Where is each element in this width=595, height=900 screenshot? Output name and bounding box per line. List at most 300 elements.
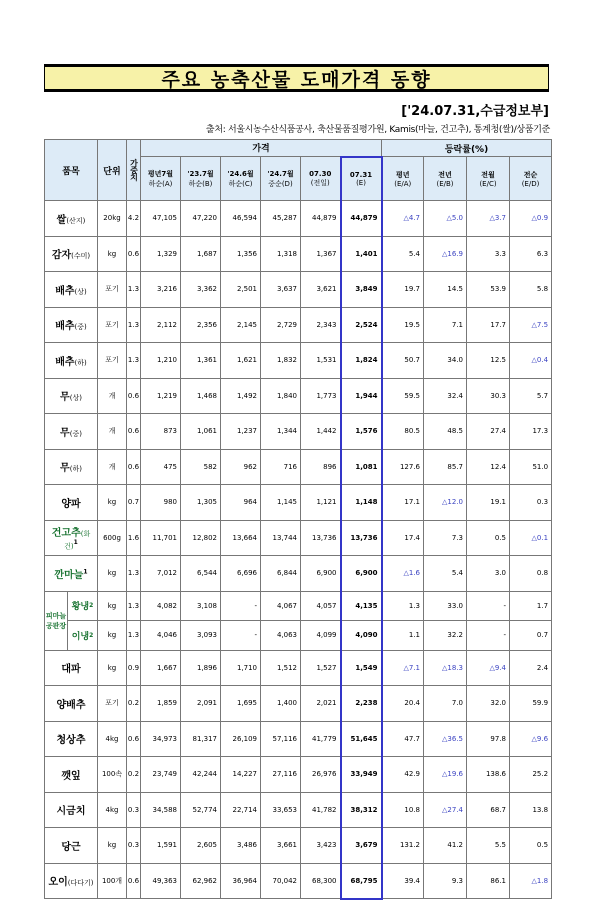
change-cell: 32.4 xyxy=(424,378,467,414)
price-cell: 14,227 xyxy=(221,757,261,793)
price-cell: 1,356 xyxy=(221,236,261,272)
price-cell: 2,343 xyxy=(301,307,341,343)
report-title-box xyxy=(44,64,549,92)
price-cell: 49,363 xyxy=(141,863,181,899)
table-row xyxy=(45,520,552,556)
header-price-col xyxy=(341,157,382,201)
price-cell: 1,305 xyxy=(181,485,221,521)
change-cell: △0.9 xyxy=(510,201,552,237)
current-price-cell: 44,879 xyxy=(341,201,382,237)
price-cell: 11,701 xyxy=(141,520,181,556)
header-col-line2: (전일) xyxy=(310,178,330,187)
change-cell: 19.7 xyxy=(382,272,424,308)
unit-cell: kg xyxy=(98,828,127,864)
table-row xyxy=(45,621,552,651)
price-cell: 3,486 xyxy=(221,828,261,864)
item-name-cell xyxy=(45,556,98,592)
change-cell: 1.7 xyxy=(510,591,552,621)
change-cell: 138.6 xyxy=(467,757,510,793)
change-cell: 27.4 xyxy=(467,414,510,450)
change-cell: 7.0 xyxy=(424,686,467,722)
item-name-cell xyxy=(45,828,98,864)
price-cell: 6,900 xyxy=(301,556,341,592)
change-cell: 34.0 xyxy=(424,343,467,379)
weight-cell: 0.6 xyxy=(127,863,141,899)
price-cell: 2,729 xyxy=(261,307,301,343)
price-cell: 1,710 xyxy=(221,650,261,686)
change-cell: 7.3 xyxy=(424,520,467,556)
header-price-col xyxy=(301,157,341,201)
price-cell: 980 xyxy=(141,485,181,521)
weight-cell: 0.6 xyxy=(127,721,141,757)
table-row xyxy=(45,591,552,621)
current-price-cell: 3,679 xyxy=(341,828,382,864)
item-name-cell xyxy=(45,792,98,828)
price-cell: 3,108 xyxy=(181,591,221,621)
price-cell: 1,361 xyxy=(181,343,221,379)
pimanul-item-1: 황냉 2 xyxy=(68,592,97,622)
table-row xyxy=(45,236,552,272)
item-name-cell xyxy=(45,378,98,414)
header-col-line1: '24.6월 xyxy=(227,169,254,178)
table-row xyxy=(45,272,552,308)
footnote-mark: 1 xyxy=(83,568,88,576)
price-cell: 1,061 xyxy=(181,414,221,450)
current-price-cell: 3,849 xyxy=(341,272,382,308)
weight-cell: 1.6 xyxy=(127,520,141,556)
current-price-cell: 6,900 xyxy=(341,556,382,592)
weight-cell: 0.7 xyxy=(127,485,141,521)
current-price-cell: 68,795 xyxy=(341,863,382,899)
current-price-cell: 51,645 xyxy=(341,721,382,757)
price-cell: 12,802 xyxy=(181,520,221,556)
item-name-cell xyxy=(45,201,98,237)
table-row xyxy=(45,721,552,757)
price-cell: 34,588 xyxy=(141,792,181,828)
price-cell: 45,287 xyxy=(261,201,301,237)
report-date: ['24.07.31,수급정보부] xyxy=(401,104,549,119)
pimanul-item-2: 이냉 2 xyxy=(71,631,94,642)
table-row xyxy=(45,650,552,686)
unit-cell: kg xyxy=(98,236,127,272)
current-price-cell: 1,549 xyxy=(341,650,382,686)
price-cell: 4,046 xyxy=(141,621,181,651)
weight-cell: 1.3 xyxy=(127,272,141,308)
price-cell: 1,219 xyxy=(141,378,181,414)
weight-cell: 1.3 xyxy=(127,307,141,343)
price-cell: 2,605 xyxy=(181,828,221,864)
header-col-line2: 하순(A) xyxy=(148,179,173,188)
unit-cell: 포기 xyxy=(98,272,127,308)
item-name: 배추 xyxy=(55,321,75,333)
header-col-line1: 07.31 xyxy=(349,170,373,179)
table-row xyxy=(45,828,552,864)
report-title: 주요 농축산물 도매가격 동향 xyxy=(161,68,432,91)
item-name: 당근 xyxy=(61,841,81,853)
item-spec: (하) xyxy=(69,465,82,474)
change-cell: 48.5 xyxy=(424,414,467,450)
item-name: 배추 xyxy=(55,356,75,368)
item-name-cell xyxy=(45,236,98,272)
weight-cell: 0.6 xyxy=(127,414,141,450)
item-name: 시금치 xyxy=(56,806,86,818)
item-name-cell xyxy=(45,757,98,793)
current-price-cell: 1,944 xyxy=(341,378,382,414)
price-cell: 1,687 xyxy=(181,236,221,272)
change-cell: 19.1 xyxy=(467,485,510,521)
header-col-line1: 전순 xyxy=(523,170,538,179)
change-cell: 50.7 xyxy=(382,343,424,379)
price-cell: 13,664 xyxy=(221,520,261,556)
item-spec: (다다기) xyxy=(67,879,94,888)
change-cell: 19.5 xyxy=(382,307,424,343)
price-cell: 3,362 xyxy=(181,272,221,308)
price-cell: 47,220 xyxy=(181,201,221,237)
header-ratio-col xyxy=(510,157,552,201)
price-cell: 1,442 xyxy=(301,414,341,450)
header-col-line1: 전월 xyxy=(481,170,495,179)
current-price-cell: 2,238 xyxy=(341,686,382,722)
item-name: 무 xyxy=(60,427,70,439)
change-cell: 17.3 xyxy=(510,414,552,450)
header-ratio-col xyxy=(467,157,510,201)
change-cell: 32.2 xyxy=(424,621,467,651)
header-price-col xyxy=(221,157,261,201)
current-price-cell: 1,081 xyxy=(341,449,382,485)
price-cell: 896 xyxy=(301,449,341,485)
table-row xyxy=(45,485,552,521)
item-name: 깐마늘 xyxy=(54,569,84,581)
table-row xyxy=(45,307,552,343)
change-cell: - xyxy=(467,621,510,651)
change-cell: 39.4 xyxy=(382,863,424,899)
item-spec: (수미) xyxy=(71,252,91,261)
change-cell: 17.7 xyxy=(467,307,510,343)
weight-cell: 0.6 xyxy=(127,236,141,272)
price-cell: - xyxy=(221,591,261,621)
change-cell: △27.4 xyxy=(424,792,467,828)
header-col-line2: (E/A) xyxy=(394,179,412,188)
price-cell: 1,621 xyxy=(221,343,261,379)
weight-cell: 0.3 xyxy=(127,828,141,864)
price-cell: 1,527 xyxy=(301,650,341,686)
price-cell: 6,544 xyxy=(181,556,221,592)
price-cell: 1,210 xyxy=(141,343,181,379)
unit-cell: 개 xyxy=(98,449,127,485)
change-cell: △0.1 xyxy=(510,520,552,556)
header-ratio-col xyxy=(382,157,424,201)
pimanul-item-cell xyxy=(45,591,98,650)
change-cell: 17.4 xyxy=(382,520,424,556)
change-cell: △12.0 xyxy=(424,485,467,521)
footnote-mark: 1 xyxy=(73,539,78,547)
change-cell: 12.5 xyxy=(467,343,510,379)
item-spec: (상) xyxy=(74,287,87,296)
change-cell: 0.5 xyxy=(467,520,510,556)
price-cell: 41,782 xyxy=(301,792,341,828)
change-cell: 3.0 xyxy=(467,556,510,592)
table-row xyxy=(45,792,552,828)
price-cell: 41,779 xyxy=(301,721,341,757)
item-name-cell xyxy=(45,520,98,556)
unit-cell: 100개 xyxy=(98,863,127,899)
header-col-line1: 평년 xyxy=(396,170,410,179)
change-cell: 86.1 xyxy=(467,863,510,899)
price-cell: 475 xyxy=(141,449,181,485)
change-cell: 68.7 xyxy=(467,792,510,828)
change-cell: 17.1 xyxy=(382,485,424,521)
price-cell: 4,099 xyxy=(301,621,341,651)
weight-cell: 0.6 xyxy=(127,378,141,414)
change-cell: 12.4 xyxy=(467,449,510,485)
item-name: 건고추 xyxy=(51,528,81,540)
change-cell: △3.7 xyxy=(467,201,510,237)
change-cell: 0.7 xyxy=(510,621,552,651)
header-col-line2: 중순(D) xyxy=(268,179,293,188)
change-cell: 33.0 xyxy=(424,591,467,621)
change-cell: 1.1 xyxy=(382,621,424,651)
price-cell: 2,021 xyxy=(301,686,341,722)
price-cell: 3,093 xyxy=(181,621,221,651)
item-name: 쌀 xyxy=(56,214,67,226)
item-spec: (화건) xyxy=(64,530,91,551)
change-cell: 5.4 xyxy=(424,556,467,592)
change-cell: △36.5 xyxy=(424,721,467,757)
price-cell: 4,082 xyxy=(141,591,181,621)
item-name: 무 xyxy=(60,463,70,475)
change-cell: △19.6 xyxy=(424,757,467,793)
price-cell: 36,964 xyxy=(221,863,261,899)
table-row xyxy=(45,378,552,414)
table-row xyxy=(45,556,552,592)
price-cell: 1,318 xyxy=(261,236,301,272)
unit-cell: 포기 xyxy=(98,307,127,343)
price-cell: 26,109 xyxy=(221,721,261,757)
header-ratio-col xyxy=(424,157,467,201)
item-name: 감자 xyxy=(51,250,72,262)
header-col-line1: '23.7월 xyxy=(187,169,214,178)
change-cell: △7.1 xyxy=(382,650,424,686)
price-cell: 4,067 xyxy=(261,591,301,621)
change-cell: 5.8 xyxy=(510,272,552,308)
change-cell: △7.5 xyxy=(510,307,552,343)
price-cell: 6,696 xyxy=(221,556,261,592)
unit-cell: 4kg xyxy=(98,792,127,828)
change-cell: 1.3 xyxy=(382,591,424,621)
change-cell: 0.3 xyxy=(510,485,552,521)
price-cell: 962 xyxy=(221,449,261,485)
price-cell: 81,317 xyxy=(181,721,221,757)
header-col-line2: 하순(C) xyxy=(228,179,253,188)
change-cell: - xyxy=(467,591,510,621)
change-cell: 5.4 xyxy=(382,236,424,272)
header-col-line1: 07.30 xyxy=(309,169,332,178)
change-cell: 14.5 xyxy=(424,272,467,308)
price-cell: 6,844 xyxy=(261,556,301,592)
item-name: 무 xyxy=(60,392,70,404)
header-change: 등락률(%) xyxy=(382,140,552,157)
price-cell: 2,145 xyxy=(221,307,261,343)
header-price-col xyxy=(141,157,181,201)
table-row xyxy=(45,863,552,899)
change-cell: 10.8 xyxy=(382,792,424,828)
weight-cell: 1.3 xyxy=(127,591,141,621)
weight-cell: 1.3 xyxy=(127,556,141,592)
price-cell: 1,896 xyxy=(181,650,221,686)
item-name: 청상추 xyxy=(56,735,86,747)
price-cell: 1,531 xyxy=(301,343,341,379)
price-cell: 1,492 xyxy=(221,378,261,414)
price-cell: 13,736 xyxy=(301,520,341,556)
price-cell: - xyxy=(221,621,261,651)
price-cell: 1,344 xyxy=(261,414,301,450)
price-cell: 68,300 xyxy=(301,863,341,899)
change-cell: 85.7 xyxy=(424,449,467,485)
table-header xyxy=(45,140,552,201)
table-row xyxy=(45,686,552,722)
unit-cell: 포기 xyxy=(98,686,127,722)
price-cell: 2,112 xyxy=(141,307,181,343)
change-cell: 0.8 xyxy=(510,556,552,592)
price-cell: 13,744 xyxy=(261,520,301,556)
price-cell: 7,012 xyxy=(141,556,181,592)
price-cell: 1,145 xyxy=(261,485,301,521)
change-cell: △18.3 xyxy=(424,650,467,686)
change-cell: 131.2 xyxy=(382,828,424,864)
group-label: 피마늘 공판장 xyxy=(45,592,68,650)
unit-cell: kg xyxy=(98,621,127,651)
current-price-cell: 1,401 xyxy=(341,236,382,272)
header-col-line1: '24.7월 xyxy=(267,169,294,178)
price-cell: 2,501 xyxy=(221,272,261,308)
item-name-cell xyxy=(45,686,98,722)
price-cell: 1,468 xyxy=(181,378,221,414)
unit-cell: 개 xyxy=(98,378,127,414)
price-cell: 42,244 xyxy=(181,757,221,793)
change-cell: 80.5 xyxy=(382,414,424,450)
item-name-cell xyxy=(45,721,98,757)
unit-cell: 포기 xyxy=(98,343,127,379)
current-price-cell: 1,576 xyxy=(341,414,382,450)
unit-cell: 100속 xyxy=(98,757,127,793)
current-price-cell: 13,736 xyxy=(341,520,382,556)
change-cell: △4.7 xyxy=(382,201,424,237)
price-cell: 1,832 xyxy=(261,343,301,379)
change-cell: 13.8 xyxy=(510,792,552,828)
item-spec: (중) xyxy=(69,429,82,438)
current-price-cell: 4,135 xyxy=(341,591,382,621)
change-cell: 25.2 xyxy=(510,757,552,793)
price-cell: 62,962 xyxy=(181,863,221,899)
price-cell: 1,695 xyxy=(221,686,261,722)
header-col-line2: (E) xyxy=(356,178,366,187)
item-spec: (상) xyxy=(69,394,82,403)
weight-cell: 0.6 xyxy=(127,449,141,485)
change-cell: 6.3 xyxy=(510,236,552,272)
data-source: 출처: 서울시농수산식품공사, 축산물품질평가원, Kamis(마늘, 건고추), 통계청(쌀)/상품기준 xyxy=(205,125,550,135)
price-cell: 2,356 xyxy=(181,307,221,343)
change-cell: 32.0 xyxy=(467,686,510,722)
header-price-col xyxy=(181,157,221,201)
change-cell: 127.6 xyxy=(382,449,424,485)
change-cell: △0.4 xyxy=(510,343,552,379)
price-cell: 582 xyxy=(181,449,221,485)
header-col-line1: 평년7월 xyxy=(147,169,174,178)
table-row xyxy=(45,414,552,450)
change-cell: △1.8 xyxy=(510,863,552,899)
price-cell: 2,091 xyxy=(181,686,221,722)
header-price: 가격 xyxy=(141,140,382,157)
current-price-cell: 4,090 xyxy=(341,621,382,651)
item-name-cell xyxy=(45,414,98,450)
change-cell: 3.3 xyxy=(467,236,510,272)
change-cell: 30.3 xyxy=(467,378,510,414)
unit-cell: 600g xyxy=(98,520,127,556)
header-col-line1: 전년 xyxy=(438,170,452,179)
price-cell: 716 xyxy=(261,449,301,485)
weight-cell: 4.2 xyxy=(127,201,141,237)
change-cell: 2.4 xyxy=(510,650,552,686)
price-cell: 1,329 xyxy=(141,236,181,272)
header-unit: 단위 xyxy=(98,140,127,201)
header-item: 품목 xyxy=(45,140,98,201)
current-price-cell: 33,949 xyxy=(341,757,382,793)
item-name: 양파 xyxy=(61,498,81,510)
weight-cell: 0.2 xyxy=(127,686,141,722)
price-cell: 22,714 xyxy=(221,792,261,828)
change-cell: △1.6 xyxy=(382,556,424,592)
price-cell: 44,879 xyxy=(301,201,341,237)
price-cell: 1,591 xyxy=(141,828,181,864)
header-weight: 가중치 xyxy=(127,140,141,201)
price-cell: 26,976 xyxy=(301,757,341,793)
change-cell: 51.0 xyxy=(510,449,552,485)
change-cell: 59.9 xyxy=(510,686,552,722)
header-col-line2: (E/D) xyxy=(521,179,540,188)
item-spec: (산지) xyxy=(66,216,86,225)
item-name: 양배추 xyxy=(56,699,86,711)
unit-cell: 개 xyxy=(98,414,127,450)
item-name-cell xyxy=(45,650,98,686)
weight-cell: 0.3 xyxy=(127,792,141,828)
item-name: 오이 xyxy=(48,877,68,889)
item-name-cell xyxy=(45,272,98,308)
change-cell: 0.5 xyxy=(510,828,552,864)
item-spec: (중) xyxy=(74,323,87,332)
price-cell: 34,973 xyxy=(141,721,181,757)
change-cell: 41.2 xyxy=(424,828,467,864)
header-col-line2: (E/B) xyxy=(436,179,454,188)
current-price-cell: 1,148 xyxy=(341,485,382,521)
item-name: 배추 xyxy=(55,285,75,297)
table-row xyxy=(45,449,552,485)
table-row xyxy=(45,343,552,379)
unit-cell: kg xyxy=(98,485,127,521)
price-cell: 1,667 xyxy=(141,650,181,686)
price-cell: 1,121 xyxy=(301,485,341,521)
current-price-cell: 1,824 xyxy=(341,343,382,379)
price-cell: 1,367 xyxy=(301,236,341,272)
price-cell: 1,237 xyxy=(221,414,261,450)
change-cell: △5.0 xyxy=(424,201,467,237)
price-cell: 3,661 xyxy=(261,828,301,864)
item-name-cell xyxy=(45,449,98,485)
current-price-cell: 2,524 xyxy=(341,307,382,343)
weight-cell: 1.3 xyxy=(127,621,141,651)
price-cell: 964 xyxy=(221,485,261,521)
price-cell: 1,773 xyxy=(301,378,341,414)
price-cell: 47,105 xyxy=(141,201,181,237)
